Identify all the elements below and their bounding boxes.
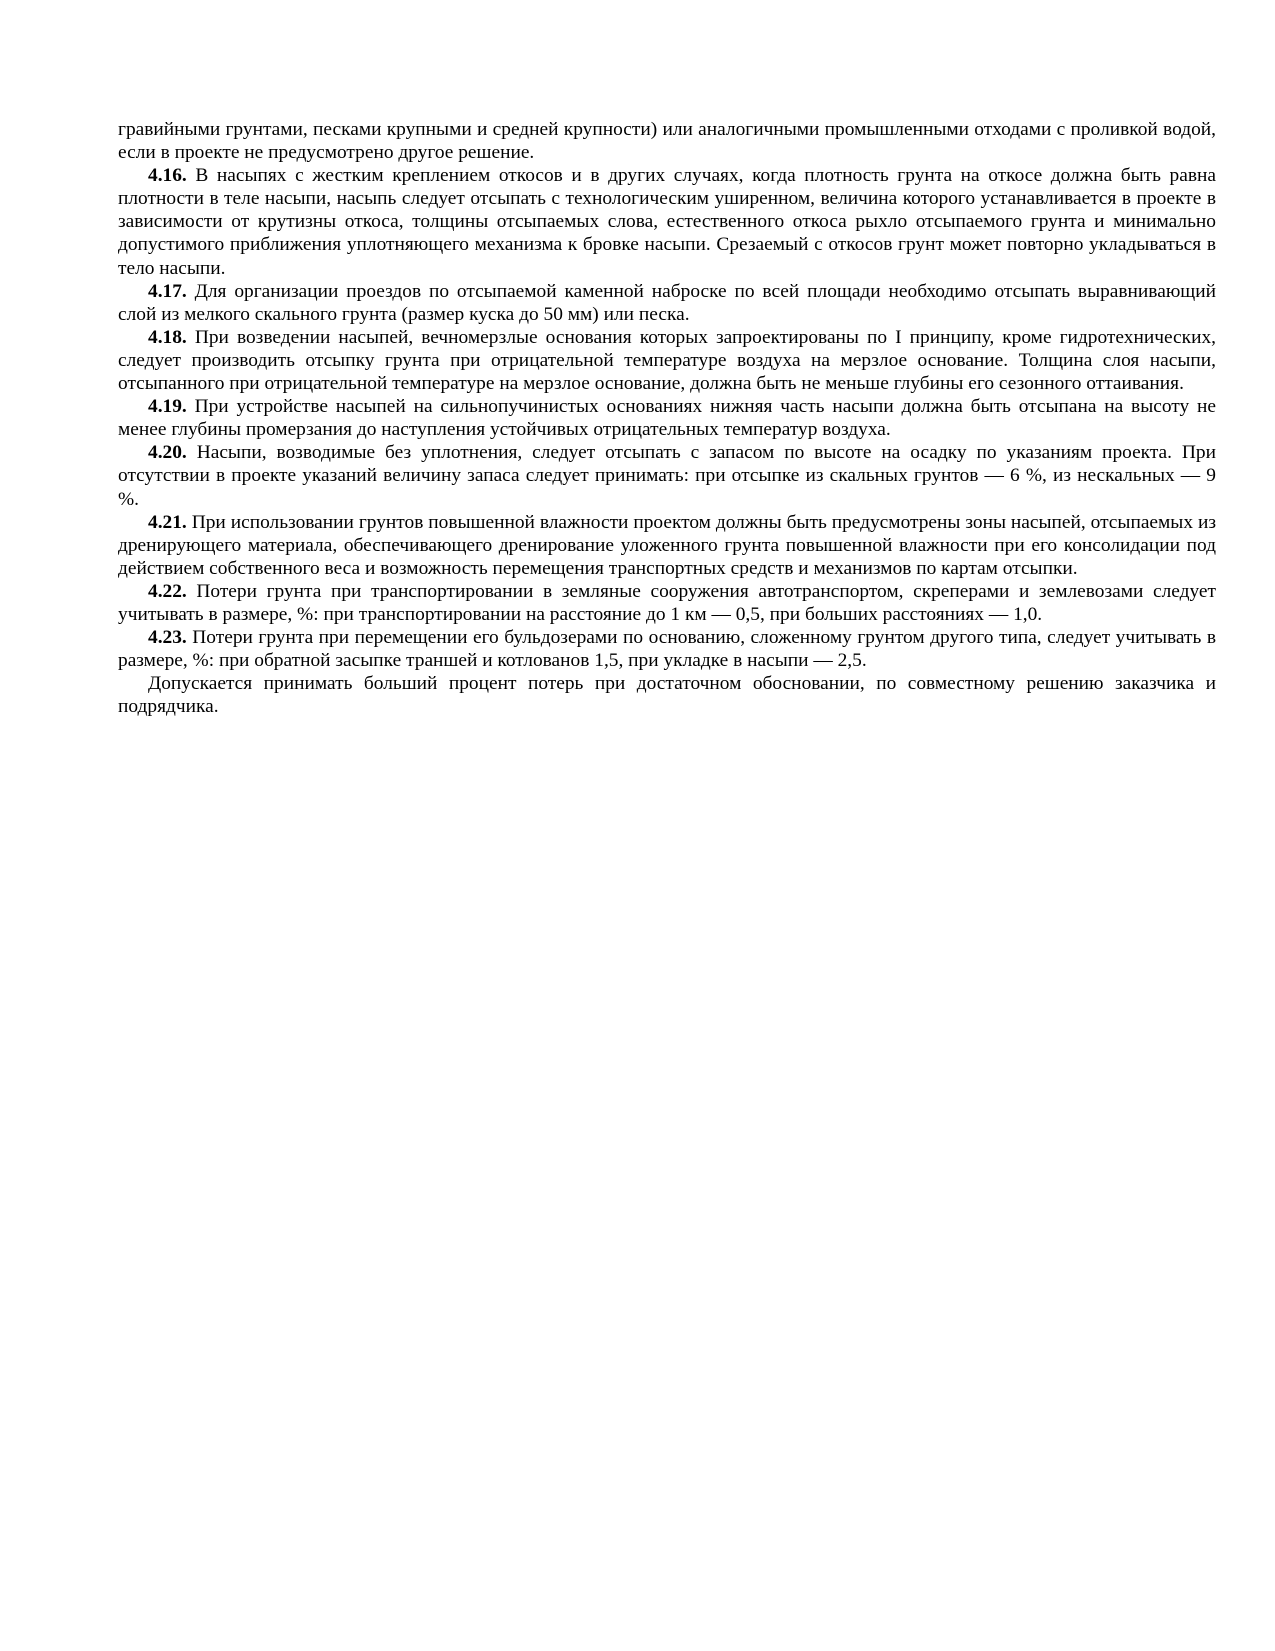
paragraph-4-16 (118, 164, 1216, 279)
clause-number: 4.22. (148, 580, 187, 602)
paragraph-4-21 (118, 511, 1216, 580)
paragraph-4-23 (118, 626, 1216, 672)
paragraph-note (118, 672, 1216, 718)
paragraph-text: Насыпи, возводимые без уплотнения, следует отсыпать с запасом по высоте на осадку по указаниям проекта. При отсутствии в проекте указаний величину запаса следует принимать: при отсыпке из скальных грунтов — 6 %, из нескальных — 9 %. (118, 442, 1216, 510)
paragraph-4-20 (118, 441, 1216, 510)
clause-number: 4.20. (148, 442, 187, 464)
paragraph-text: При возведении насыпей, вечномерзлые основания которых запроектированы по I принципу, кроме гидротехнических, следует производить отсыпку грунта при отрицательной температуре воздуха на мерзлое основание. Толщина слоя насыпи, отсыпанного при отрицательной температуре на мерзлое основание, должна быть не меньше глубины его сезонного оттаивания. (118, 326, 1216, 395)
paragraph-continuation (118, 118, 1216, 164)
paragraph-text: При устройстве насыпей на сильнопучинистых основаниях нижняя часть насыпи должна быть отсыпана на высоту не менее глубины промерзания до наступления устойчивых отрицательных температур воздуха. (118, 396, 1216, 441)
paragraph-text: гравийными грунтами, песками крупными и средней крупности) или аналогичными промышленными отходами с проливкой водой, если в проекте не предусмотрено другое решение. (118, 119, 1216, 164)
clause-number: 4.17. (148, 280, 187, 302)
clause-number: 4.23. (148, 627, 187, 649)
paragraph-4-22 (118, 580, 1216, 626)
paragraph-text: Для организации проездов по отсыпаемой каменной наброске по всей площади необходимо отсыпать выравнивающий слой из мелкого скального грунта (размер куска до 50 мм) или песка. (118, 280, 1216, 325)
clause-number: 4.19. (148, 396, 187, 418)
clause-number: 4.18. (148, 326, 187, 348)
document-page (118, 118, 1216, 718)
clause-number: 4.16. (148, 165, 187, 187)
clause-number: 4.21. (148, 511, 187, 533)
paragraph-text: В насыпях с жестким креплением откосов и в других случаях, когда плотность грунта на откосе должна быть равна плотности в теле насыпи, насыпь следует отсыпать с технологическим уширенном, величина которого устанавливается в проекте в зависимости от крутизны откоса, толщины отсыпаемых слова, естественного откоса рыхло отсыпаемого грунта и минимально допустимого приближения уплотняющего механизма к бровке насыпи. Срезаемый с откосов грунт может повторно укладываться в тело насыпи. (118, 165, 1216, 279)
paragraph-text: Потери грунта при перемещении его бульдозерами по основанию, сложенному грунтом другого типа, следует учитывать в размере, %: при обратной засыпке траншей и котлованов 1,5, при укладке в насыпи — 2,5. (118, 627, 1216, 672)
paragraph-text: Потери грунта при транспортировании в земляные сооружения автотранспортом, скреперами и землевозами следует учитывать в размере, %: при транспортировании на расстояние до 1 км — 0,5, при больших расстояниях — 1,0. (118, 580, 1216, 625)
paragraph-text: Допускается принимать больший процент потерь при достаточном обосновании, по совместному решению заказчика и подрядчика. (118, 673, 1216, 718)
paragraph-4-17 (118, 280, 1216, 326)
paragraph-4-19 (118, 395, 1216, 441)
paragraph-text: При использовании грунтов повышенной влажности проектом должны быть предусмотрены зоны насыпей, отсыпаемых из дренирующего материала, обеспечивающего дренирование уложенного грунта повышенной влажности при его консолидации под действием собственного веса и возможность перемещения транспортных средств и механизмов по картам отсыпки. (118, 511, 1216, 579)
paragraph-4-18 (118, 326, 1216, 395)
